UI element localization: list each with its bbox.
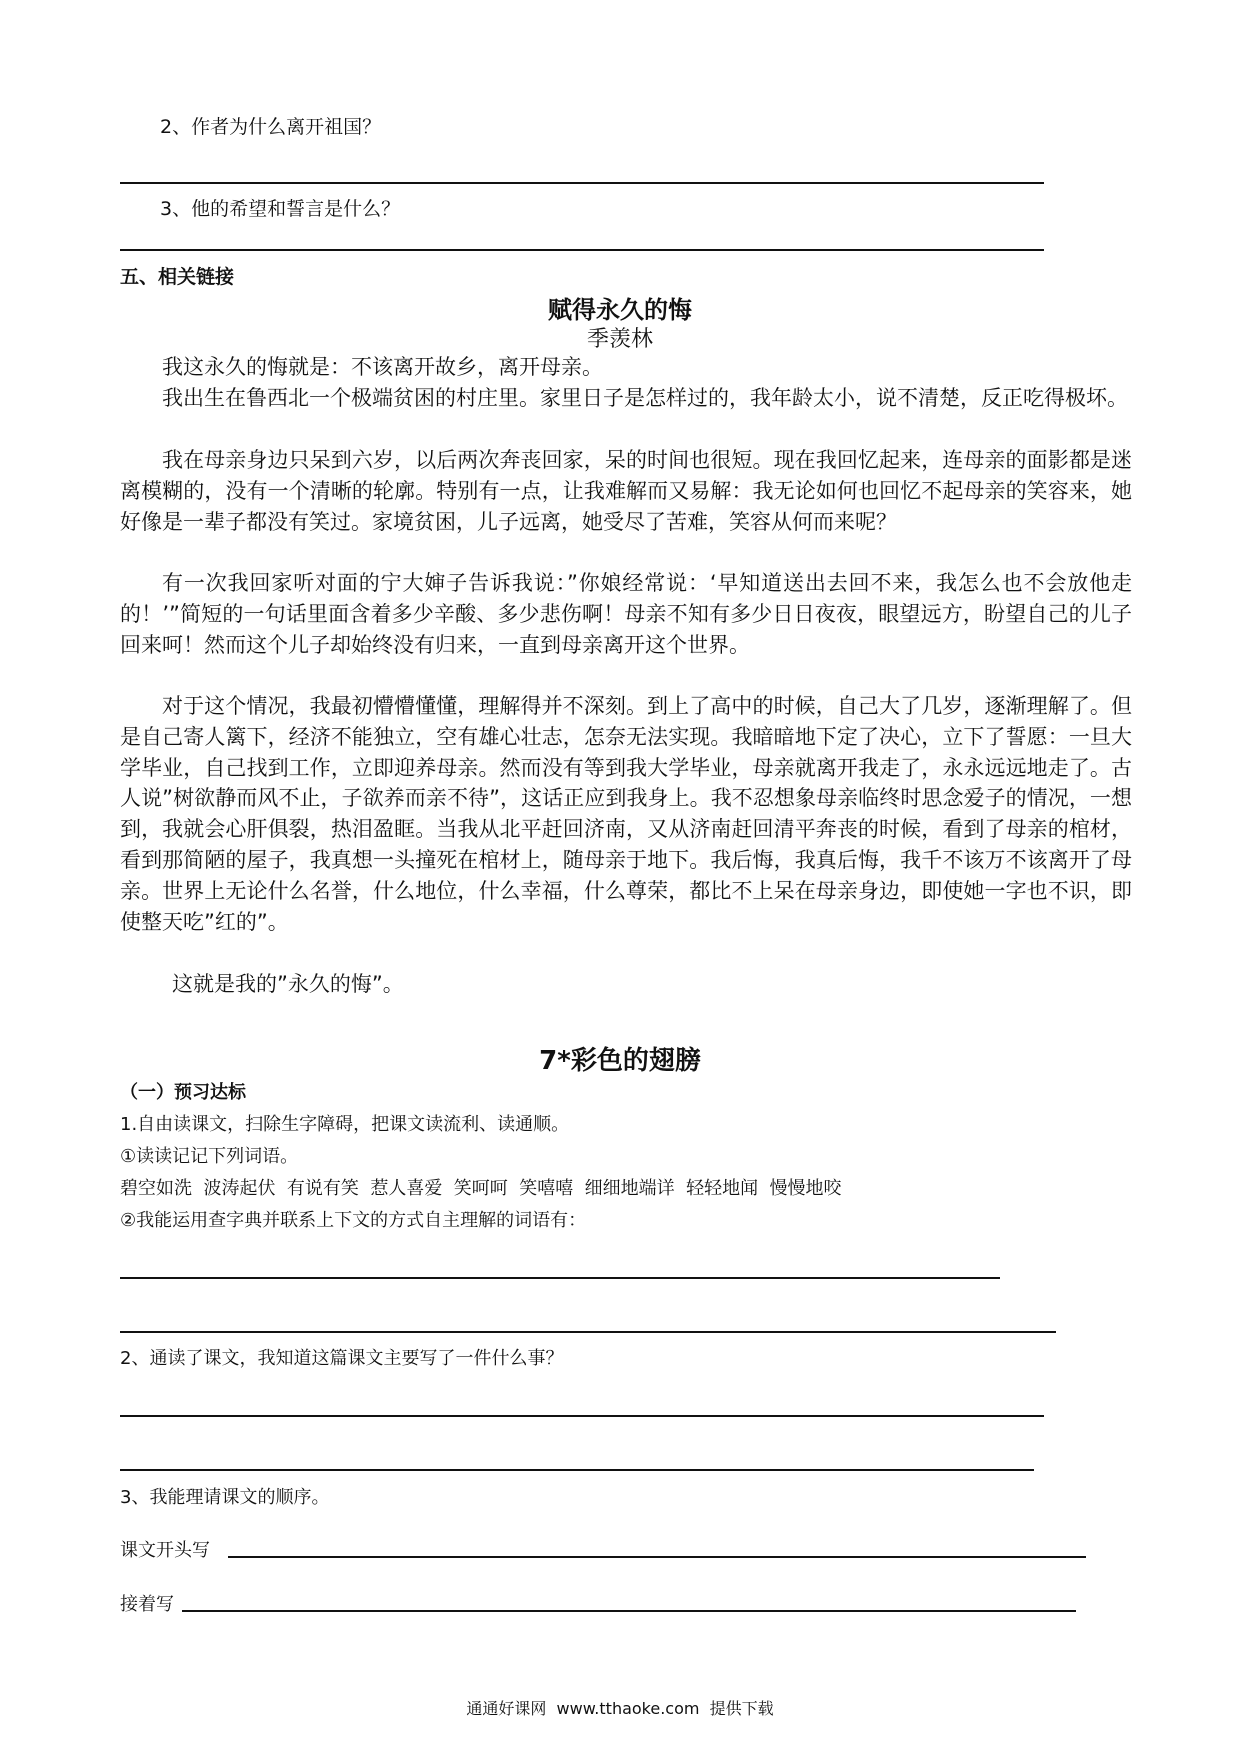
fill-line-opening[interactable]: [228, 1556, 1086, 1558]
article-title: 赋得永久的悔: [548, 296, 692, 324]
article-paragraph: 我在母亲身边只呆到六岁，以后两次奔丧回家，呆的时间也很短。现在我回忆起来，连母亲的面影都是迷离模糊的，没有一个清晰的轮廓。特别有一点，让我难解而又易解：我无论如何也回忆不起母亲的笑容来，她好像是一辈子都没有笑过。家境贫困，儿子远离，她受尽了苦难，笑容从何而来呢？: [120, 448, 1132, 534]
lesson-title: 7*彩色的翅膀: [539, 1046, 701, 1076]
article-paragraph: 这就是我的”永久的悔”。: [172, 972, 404, 996]
answer-line[interactable]: [120, 249, 1044, 251]
lesson-subheading: （一）预习达标: [120, 1082, 246, 1103]
answer-line[interactable]: [120, 1277, 1000, 1279]
article-paragraph: 我这永久的悔就是：不该离开故乡，离开母亲。: [162, 355, 603, 379]
lesson-sub-1: ①读读记记下列词语。: [120, 1146, 299, 1167]
fill-label-next: 接着写: [120, 1594, 174, 1615]
article-paragraph: 对于这个情况，我最初懵懵懂懂，理解得并不深刻。到上了高中的时候，自己大了几岁，逐渐理解了。但是自己寄人篱下，经济不能独立，空有雄心壮志，怎奈无法实现。我暗暗地下定了决心，立下了誓愿：一旦大学毕业，自己找到工作，立即迎养母亲。然而没有等到我大学毕业，母亲就离开我走了，永永远远地走了。古人说”树欲静而风不止，子欲养而亲不待”，这话正应到我身上。我不忍想象母亲临终时思念爱子的情况，一想到，我就会心肝俱裂，热泪盈眶。当我从北平赶回济南，又从济南赶回清平奔丧的时候，看到了母亲的棺材，看到那简陋的屋子，我真想一头撞死在棺材上，随母亲于地下。我后悔，我真后悔，我千不该万不该离开了母亲。世界上无论什么名誉，什么地位，什么幸福，什么尊荣，都比不上呆在母亲身边，即使她一字也不识，即使整天吃”红的”。: [120, 694, 1132, 934]
answer-line[interactable]: [120, 182, 1044, 184]
lesson-item-1: 1.自由读课文，扫除生字障碍，把课文读流利、读通顺。: [120, 1114, 570, 1135]
lesson-item-3: 3、我能理请课文的顺序。: [120, 1487, 330, 1508]
question-3: 3、他的希望和誓言是什么？: [160, 198, 401, 220]
answer-line[interactable]: [120, 1469, 1034, 1471]
question-2: 2、作者为什么离开祖国？: [160, 116, 382, 138]
answer-line[interactable]: [120, 1331, 1056, 1333]
lesson-item-2: 2、通读了课文，我知道这篇课文主要写了一件什么事？: [120, 1348, 564, 1369]
article-paragraph: 我出生在鲁西北一个极端贫困的村庄里。家里日子是怎样过的，我年龄太小，说不清楚，反正吃得极坏。: [162, 386, 1128, 410]
article-paragraph: 有一次我回家听对面的宁大婶子告诉我说：”你娘经常说：‘早知道送出去回不来，我怎么也不会放他走的！’”简短的一句话里面含着多少辛酸、多少悲伤啊！母亲不知有多少日日夜夜，眼望远方，盼望自己的儿子回来呵！然而这个儿子却始终没有归来，一直到母亲离开这个世界。: [120, 571, 1132, 657]
article-author: 季羡林: [586, 327, 653, 352]
lesson-sub-2: ②我能运用查字典并联系上下文的方式自主理解的词语有：: [120, 1210, 587, 1231]
page-footer: 通通好课网 www.tthaoke.com 提供下载: [466, 1699, 774, 1718]
vocabulary-words: 碧空如洗 波涛起伏 有说有笑 惹人喜爱 笑呵呵 笑嘻嘻 细细地端详 轻轻地闻 慢慢地咬: [120, 1178, 842, 1199]
fill-label-opening: 课文开头写: [120, 1540, 210, 1561]
answer-line[interactable]: [120, 1415, 1044, 1417]
section-heading: 五、相关链接: [120, 266, 235, 288]
fill-line-next[interactable]: [182, 1610, 1076, 1612]
